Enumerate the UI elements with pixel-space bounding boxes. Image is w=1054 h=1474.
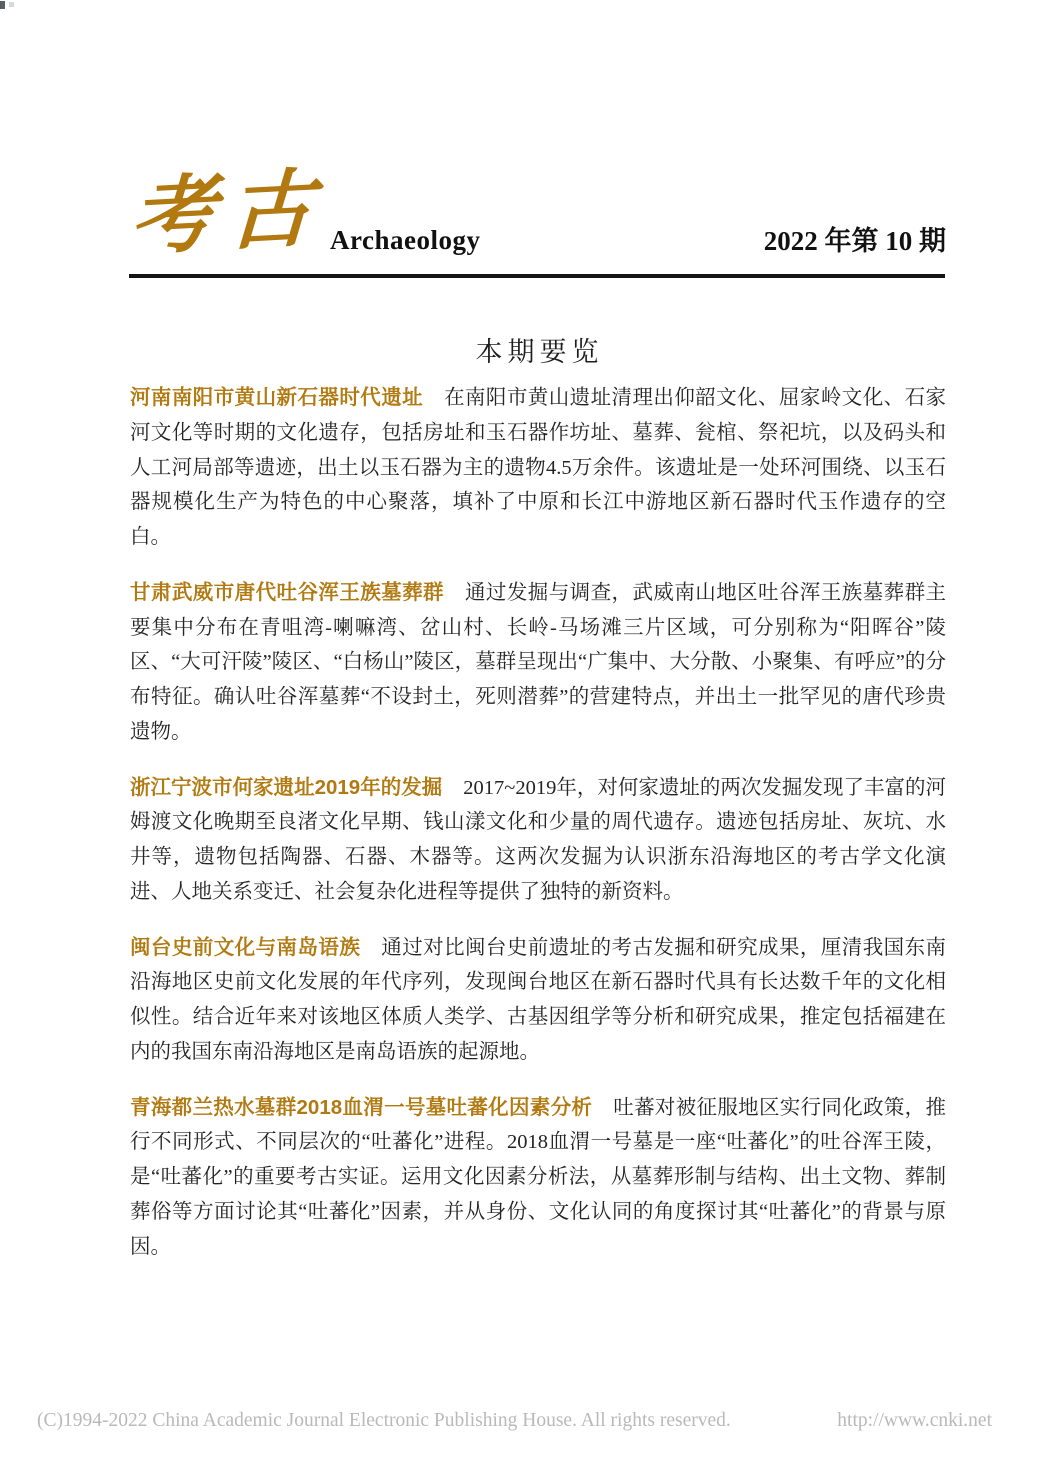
digest-entry [130,1091,946,1265]
digest-entry [130,576,946,750]
digest-entry [130,381,946,555]
entry-title: 甘肃武威市唐代吐谷浑王族墓葬群 [130,580,444,604]
entry-title: 河南南阳市黄山新石器时代遗址 [130,386,424,409]
journal-logo-calligraphy: 考古 [128,157,329,268]
entry-summary: 在南阳市黄山遗址清理出仰韶文化、屈家岭文化、石家河文化等时期的文化遗存，包括房址和玉石器作坊址、墓葬、瓮棺、祭祀坑，以及码头和人工河局部等遗迹，出土以玉石器为主的遗物4.5万余件。该遗址是一处环河围绕、以玉石器规模化生产为特色的中心聚落，填补了中原和长江中游地区新石器时代玉作遗存的空白。 [130,387,947,548]
journal-header [128,157,946,268]
digest-title: 本期要览 [475,337,604,367]
journal-brand [128,157,481,268]
entry-summary: 2017~2019年，对何家遗址的两次发掘发现了丰富的河姆渡文化晚期至良渚文化早期、钱山漾文化和少量的周代遗存。遗迹包括房址、灰坑、水井等，遗物包括陶器、石器、木器等。这两次发掘为认识浙东沿海地区的考古学文化演进、人地关系变迁、社会复杂化进程等提供了独特的新资料。 [130,776,946,903]
digest-entry [130,771,946,910]
copyright-text: (C)1994-2022 China Academic Journal Electronic Publishing House. All rights reserved. [37,1410,731,1431]
entry-title: 浙江宁波市何家遗址2019年的发掘 [130,775,443,799]
journal-name-english: Archaeology [330,225,481,255]
page-footer [37,1410,992,1432]
entry-summary: 通过对比闽台史前遗址的考古发掘和研究成果，厘清我国东南沿海地区史前文化发展的年代序列，发现闽台地区在新石器时代具有长达数千年的文化相似性。结合近年来对该地区体质人类学、古基因组学等分析和研究成果，推定包括福建在内的我国东南沿海地区是南岛语族的起源地。 [130,936,947,1063]
entry-summary: 通过发掘与调查，武威南山地区吐谷浑王族墓葬群主要集中分布在青咀湾-喇嘛湾、岔山村、长岭-马场滩三片区域，可分别称为“阳晖谷”陵区、“大可汗陵”陵区、“白杨山”陵区，墓群呈现出“广集中、大分散、小聚集、有呼应”的分布特征。确认吐谷浑墓葬“不设封土，死则潜葬”的营建特点，并出土一批罕见的唐代珍贵遗物。 [130,581,947,743]
scan-artifact-speck [9,2,14,7]
entry-title: 闽台史前文化与南岛语族 [130,935,361,959]
digest-entry [130,931,946,1070]
entry-summary: 吐蕃对被征服地区实行同化政策，推行不同形式、不同层次的“吐蕃化”进程。2018血渭一号墓是一座“吐蕃化”的吐谷浑王陵，是“吐蕃化”的重要考古实证。运用文化因素分析法，从墓葬形制与结构、出土文物、葬制葬俗等方面讨论其“吐蕃化”因素，并从身份、文化认同的角度探讨其“吐蕃化”的背景与原因。 [130,1096,946,1258]
header-divider-rule [129,274,945,278]
cnki-url: http://www.cnki.net [837,1410,992,1431]
scan-artifact-mark [0,1,5,9]
digest-entries [130,381,946,1285]
issue-label: 2022 年第 10 期 [763,226,946,256]
entry-title: 青海都兰热水墓群2018血渭一号墓吐蕃化因素分析 [130,1095,593,1119]
